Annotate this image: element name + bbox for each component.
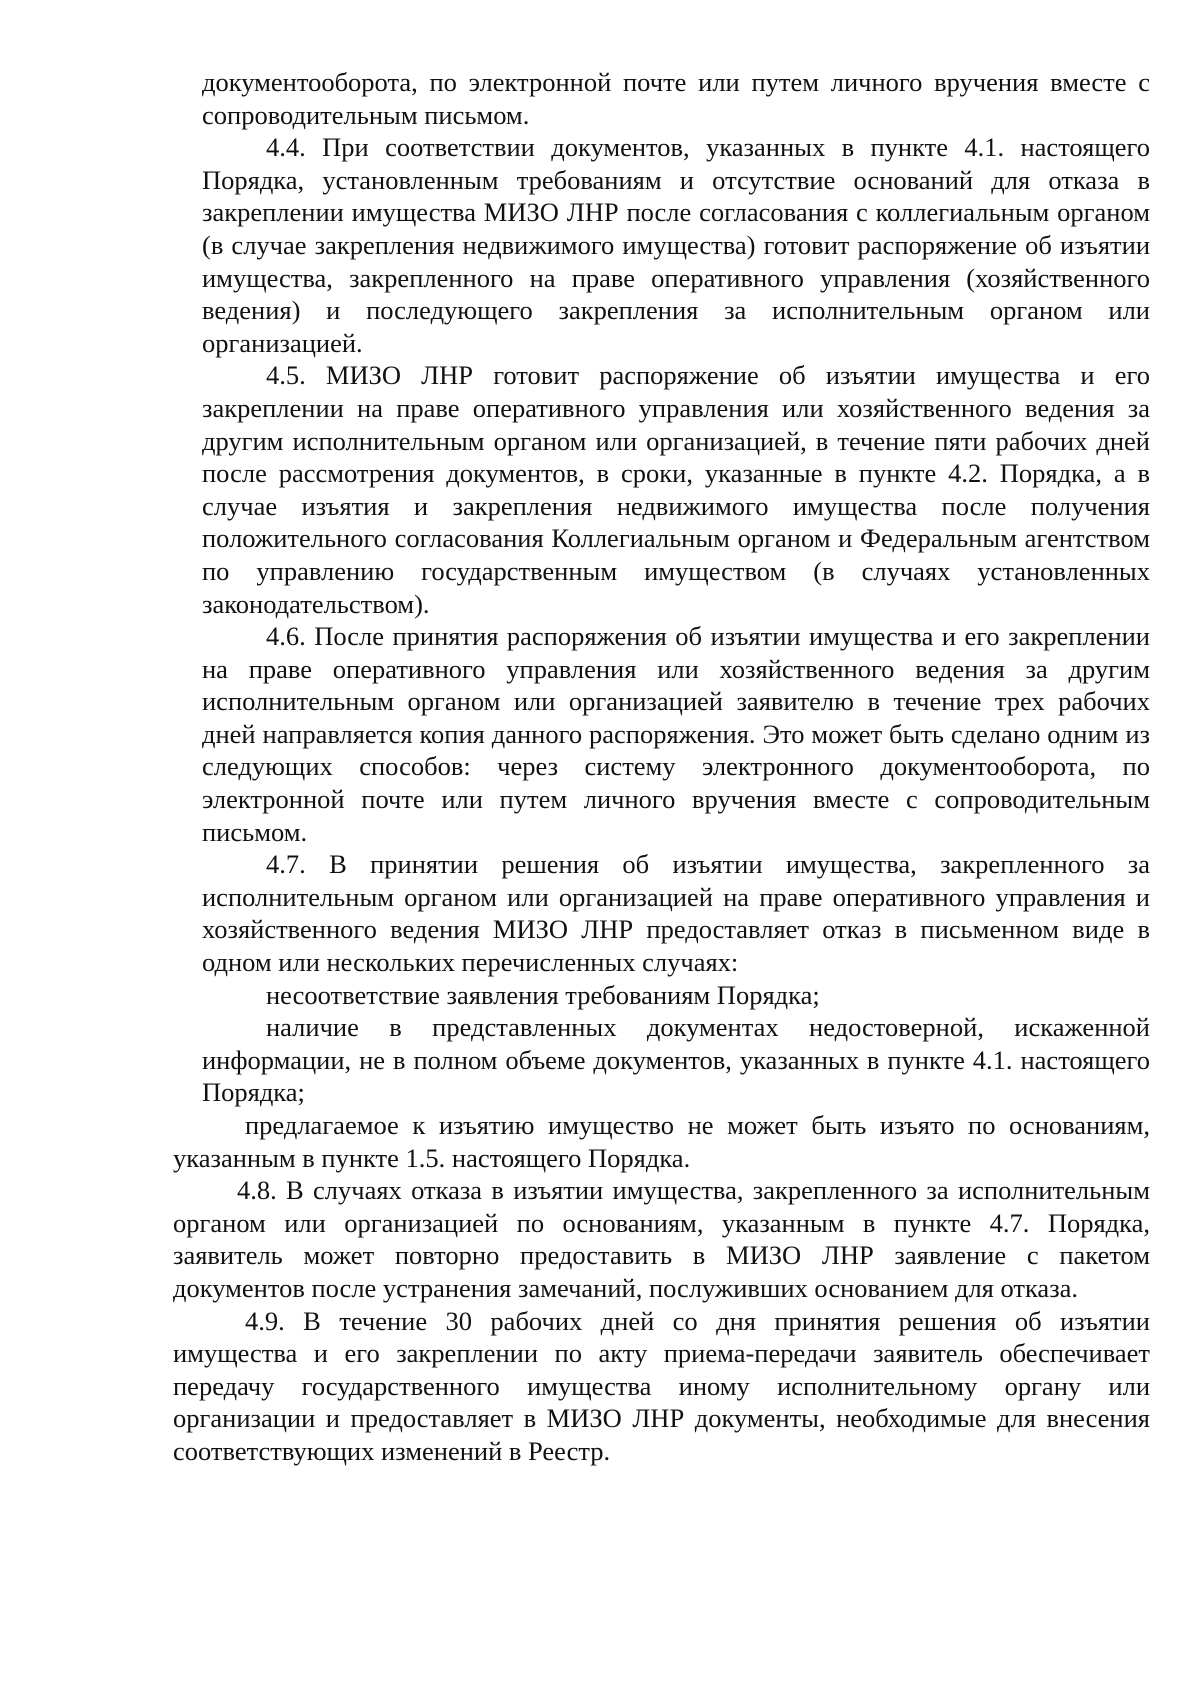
paragraph-4-5: 4.5. МИЗО ЛНР готовит распоряжение об изъятии имущества и его закреплении на праве оперативного управления или хозяйственного ведения за другим исполнительным органом или организацией, в течение пяти рабочих дней после рассмотрения документов, в сроки, указанные в пункте 4.2. Порядка, а в случае изъятия и закрепления недвижимого имущества после получения положительного согласования Коллегиальным органом и Федеральным агентством по управлению государственным имуществом (в случаях установленных законодательством). bbox=[202, 360, 1150, 619]
paragraph-4-4: 4.4. При соответствии документов, указанных в пункте 4.1. настоящего Порядка, установленным требованиям и отсутствие оснований для отказа в закреплении имущества МИЗО ЛНР после согласования с коллегиальным органом (в случае закрепления недвижимого имущества) готовит распоряжение об изъятии имущества, закрепленного на праве оперативного управления (хозяйственного ведения) и последующего закрепления за исполнительным органом или организацией. bbox=[202, 132, 1150, 358]
list-item-mismatch: несоответствие заявления требованиям Порядка; bbox=[266, 979, 820, 1010]
paragraph-4-9: 4.9. В течение 30 рабочих дней со дня принятия решения об изъятии имущества и его закреплении по акту приема-передачи заявитель обеспечивает передачу государственного имущества иному исполнительному органу или организации и предоставляет в МИЗО ЛНР документы, необходимые для внесения соответствующих изменений в Реестр. bbox=[173, 1305, 1150, 1466]
list-item-cannot-be-seized: предлагаемое к изъятию имущество не может быть изъято по основаниям, указанным в пункте 1.5. настоящего Порядка. bbox=[173, 1110, 1150, 1173]
paragraph-4-8: 4.8. В случаях отказа в изъятии имущества, закрепленного за исполнительным органом или организацией по основаниям, указанным в пункте 4.7. Порядка, заявитель может повторно предоставить в МИЗО ЛНР заявление с пакетом документов после устранения замечаний, послуживших основанием для отказа. bbox=[173, 1175, 1150, 1303]
paragraph-4-6: 4.6. После принятия распоряжения об изъятии имущества и его закреплении на праве оперативного управления или хозяйственного ведения за другим исполнительным органом или организацией заявителю в течение трех рабочих дней направляется копия данного распоряжения. Это может быть сделано одним из следующих способов: через систему электронного документооборота, по электронной почте или путем личного вручения вместе с сопроводительным письмом. bbox=[202, 621, 1150, 847]
list-item-unreliable-info: наличие в представленных документах недостоверной, искаженной информации, не в полном объеме документов, указанных в пункте 4.1. настоящего Порядка; bbox=[202, 1012, 1150, 1108]
paragraph-4-7: 4.7. В принятии решения об изъятии имущества, закрепленного за исполнительным органом или организацией на праве оперативного управления и хозяйственного ведения МИЗО ЛНР предоставляет отказ в письменном виде в одном или нескольких перечисленных случаях: bbox=[202, 849, 1150, 978]
paragraph-continuation: документооборота, по электронной почте или путем личного вручения вместе с сопроводительным письмом. bbox=[202, 67, 1150, 130]
document-page bbox=[0, 66, 1200, 1468]
